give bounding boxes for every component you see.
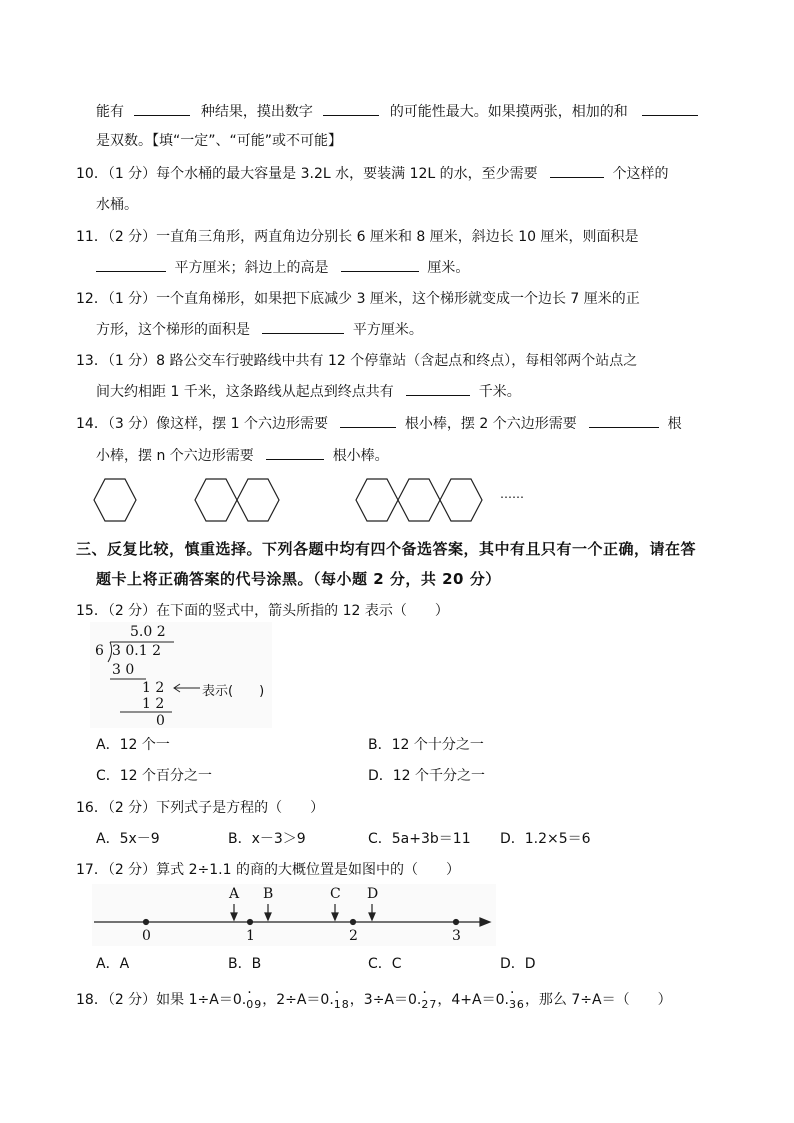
number-line-figure <box>92 884 496 946</box>
repeating-decimal: · 36 <box>509 995 525 1015</box>
tick-2 <box>351 920 356 925</box>
tick-label-2: 2 <box>349 928 358 944</box>
answer-blank[interactable] <box>550 163 604 178</box>
question-text: 方形，这个梯形的面积是 <box>96 322 250 338</box>
q10-line1 <box>76 163 669 184</box>
step-2: 1 2 <box>142 680 165 696</box>
answer-blank[interactable] <box>134 101 190 116</box>
q15-option-b[interactable]: B．12 个十分之一 <box>368 737 484 753</box>
section3-heading-line1: 三、反复比较，慎重选择。下列各题中均有四个备选答案，其中有且只有一个正确，请在答 <box>76 540 697 558</box>
hexagon-3c <box>440 479 482 521</box>
q16-option-d[interactable]: D．1.2×5＝6 <box>500 831 591 847</box>
q13-line1: 13．（1 分）8 路公交车行驶路线中共有 12 个停靠站（含起点和终点），每相邻两个站点之 <box>76 353 638 369</box>
marker-a: A <box>229 886 240 902</box>
section3-heading-line2: 题卡上将正确答案的代号涂黑。（每小题 2 分，共 20 分） <box>96 570 501 588</box>
q15-option-a[interactable]: A．12 个一 <box>96 737 170 753</box>
marker-d: D <box>367 886 379 902</box>
q17-option-d[interactable]: D．D <box>500 956 536 972</box>
text: 种结果，摸出数字 <box>200 104 313 120</box>
question-text: 根 <box>667 416 682 432</box>
q12-line2 <box>96 319 423 340</box>
step-3: 1 2 <box>142 696 165 712</box>
hexagon-2a <box>195 479 237 521</box>
q14-line1 <box>76 413 682 434</box>
answer-blank[interactable] <box>642 101 698 116</box>
hexagon-3b <box>398 479 440 521</box>
q9-line2: 是双数。【填“一定”、“可能”或不可能】 <box>96 133 343 149</box>
q16-option-a[interactable]: A．5x－9 <box>96 831 160 847</box>
question-text: 根小棒，摆 2 个六边形需要 <box>404 416 577 432</box>
hexagon-3a <box>356 479 398 521</box>
number-line <box>92 884 496 946</box>
question-text: ，那么 7÷A＝（ ） <box>524 992 672 1008</box>
question-text: 10．（1 分）每个水桶的最大容量是 3.2L 水，要装满 12L 的水，至少需要 <box>76 166 538 182</box>
answer-blank[interactable] <box>340 413 396 428</box>
answer-blank[interactable] <box>406 381 470 396</box>
q9-line1 <box>96 101 698 122</box>
question-text: 平方厘米；斜边上的高是 <box>174 260 329 276</box>
q16-option-c[interactable]: C．5a+3b＝11 <box>368 831 471 847</box>
q15-option-d[interactable]: D．12 个千分之一 <box>368 768 486 784</box>
q12-line1: 12．（1 分）一个直角梯形，如果把下底减少 3 厘米，这个梯形就变成一个边长 7 厘米的正 <box>76 291 640 307</box>
question-text: ，2÷A＝0. <box>262 992 334 1008</box>
q17-stem: 17．（2 分）算式 2÷1.1 的商的大概位置是如图中的（ ） <box>76 862 460 878</box>
answer-blank[interactable] <box>323 101 379 116</box>
q14-line2 <box>96 445 389 466</box>
marker-b: B <box>263 886 274 902</box>
marker-c: C <box>330 886 341 902</box>
question-text: ，3÷A＝0. <box>349 992 422 1008</box>
tick-1 <box>248 920 253 925</box>
question-text: 厘米。 <box>427 260 470 276</box>
q18-stem <box>76 990 672 1015</box>
q17-option-a[interactable]: A．A <box>96 956 130 972</box>
q16-option-b[interactable]: B．x－3＞9 <box>228 831 306 847</box>
tick-label-0: 0 <box>142 928 151 944</box>
question-text: 根小棒。 <box>332 448 389 464</box>
answer-blank[interactable] <box>96 257 166 272</box>
question-text: 18．（2 分）如果 1÷A＝0. <box>76 992 247 1008</box>
question-text: 14．（3 分）像这样，摆 1 个六边形需要 <box>76 416 328 432</box>
marker-arrows <box>231 904 375 920</box>
division-lines <box>90 622 272 728</box>
question-text: ，4+A＝0. <box>437 992 509 1008</box>
hexagon-figure <box>92 474 532 528</box>
q11-line1: 11．（2 分）一直角三角形，两直角边分别长 6 厘米和 8 厘米，斜边长 10 厘米，则面积是 <box>76 229 639 245</box>
dividend: 3 0.1 2 <box>112 643 161 659</box>
q17-option-b[interactable]: B．B <box>228 956 262 972</box>
answer-blank[interactable] <box>589 413 659 428</box>
q17-option-c[interactable]: C．C <box>368 956 402 972</box>
long-division-figure <box>90 622 272 728</box>
hexagon-ellipsis: …… <box>500 487 524 501</box>
divisor: 6 <box>95 643 104 659</box>
repeating-decimal: · 18 <box>334 995 350 1015</box>
q15-stem: 15．（2 分）在下面的竖式中，箭头所指的 12 表示（ ） <box>76 603 449 619</box>
q15-option-c[interactable]: C．12 个百分之一 <box>96 768 213 784</box>
text: 的可能性最大。如果摸两张，相加的和 <box>389 104 628 120</box>
axis-arrow-icon <box>480 918 490 926</box>
answer-blank[interactable] <box>266 445 324 460</box>
text: 能有 <box>96 104 124 120</box>
repeating-decimal: · 27 <box>421 995 437 1015</box>
question-text: 小棒，摆 n 个六边形需要 <box>96 448 254 464</box>
q16-stem: 16．（2 分）下列式子是方程的（ ） <box>76 800 325 816</box>
answer-blank[interactable] <box>262 319 344 334</box>
tick-3 <box>454 920 459 925</box>
question-text: 平方厘米。 <box>352 322 423 338</box>
q11-line2 <box>96 257 469 278</box>
question-text: 千米。 <box>478 384 521 400</box>
question-text: 个这样的 <box>612 166 669 182</box>
repeating-decimal: · 09 <box>246 995 262 1015</box>
answer-blank[interactable] <box>341 257 419 272</box>
remainder: 0 <box>156 713 165 729</box>
hexagon-1 <box>94 479 136 521</box>
step-1: 3 0 <box>112 662 135 678</box>
q13-line2 <box>96 381 521 402</box>
question-text: 间大约相距 1 千米，这条路线从起点到终点共有 <box>96 384 394 400</box>
tick-label-3: 3 <box>452 928 461 944</box>
q10-line2: 水桶。 <box>96 197 138 213</box>
tick-label-1: 1 <box>246 928 255 944</box>
hexagon-2b <box>237 479 279 521</box>
arrow-label: 表示( ) <box>202 684 265 699</box>
quotient: 5.0 2 <box>130 624 166 640</box>
tick-0 <box>144 920 149 925</box>
